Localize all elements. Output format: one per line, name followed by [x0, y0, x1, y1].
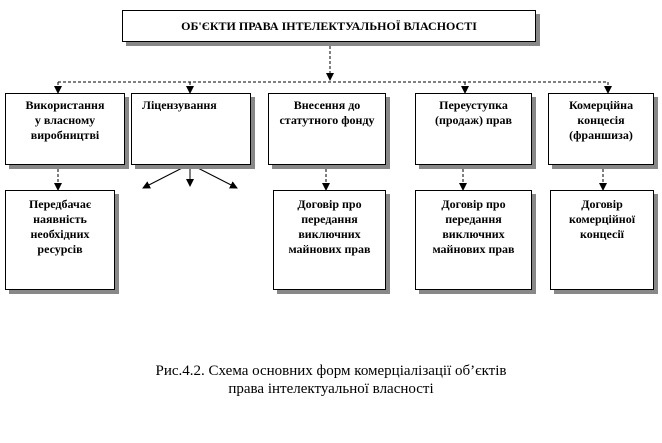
form-node-label: Комерційна концесія (франшиза): [568, 98, 634, 142]
licensing-arrow-right: [190, 164, 237, 188]
form-node-label: Переуступка (продаж) прав: [434, 98, 513, 127]
outcome-node-concession-contract: [550, 190, 654, 290]
licensing-arrow-left: [143, 164, 190, 188]
form-node-commercial-concession: [548, 93, 654, 165]
form-node-label: Ліцензування: [142, 98, 217, 112]
outcome-node-label: Передбачає наявність необхідних ресурсів: [28, 197, 92, 256]
form-node-assignment-sale: [415, 93, 532, 165]
outcome-node-resources: [5, 190, 115, 290]
outcome-node-label: Договір про передання виключних майнових прав: [288, 197, 371, 256]
outcome-node-label: Договір комерційної концесії: [568, 197, 636, 241]
form-node-capital-contribution: [268, 93, 386, 165]
figure-caption: Рис.4.2. Схема основних форм комерціалізації об’єктів права інтелектуальної власності: [155, 363, 507, 397]
outcome-node-transfer-contract-1: [273, 190, 386, 290]
outcome-node-transfer-contract-2: [415, 190, 532, 290]
form-node-label: Використання у власному виробництві: [25, 98, 105, 142]
form-node-licensing: [131, 93, 251, 165]
top-node-label: ОБ'ЄКТИ ПРАВА ІНТЕЛЕКТУАЛЬНОЇ ВЛАСНОСТІ: [181, 19, 477, 33]
form-node-label: Внесення до статутного фонду: [279, 98, 375, 127]
outcome-node-label: Договір про передання виключних майнових прав: [432, 197, 515, 256]
top-node-box: [122, 10, 536, 42]
form-node-own-production: [5, 93, 125, 165]
